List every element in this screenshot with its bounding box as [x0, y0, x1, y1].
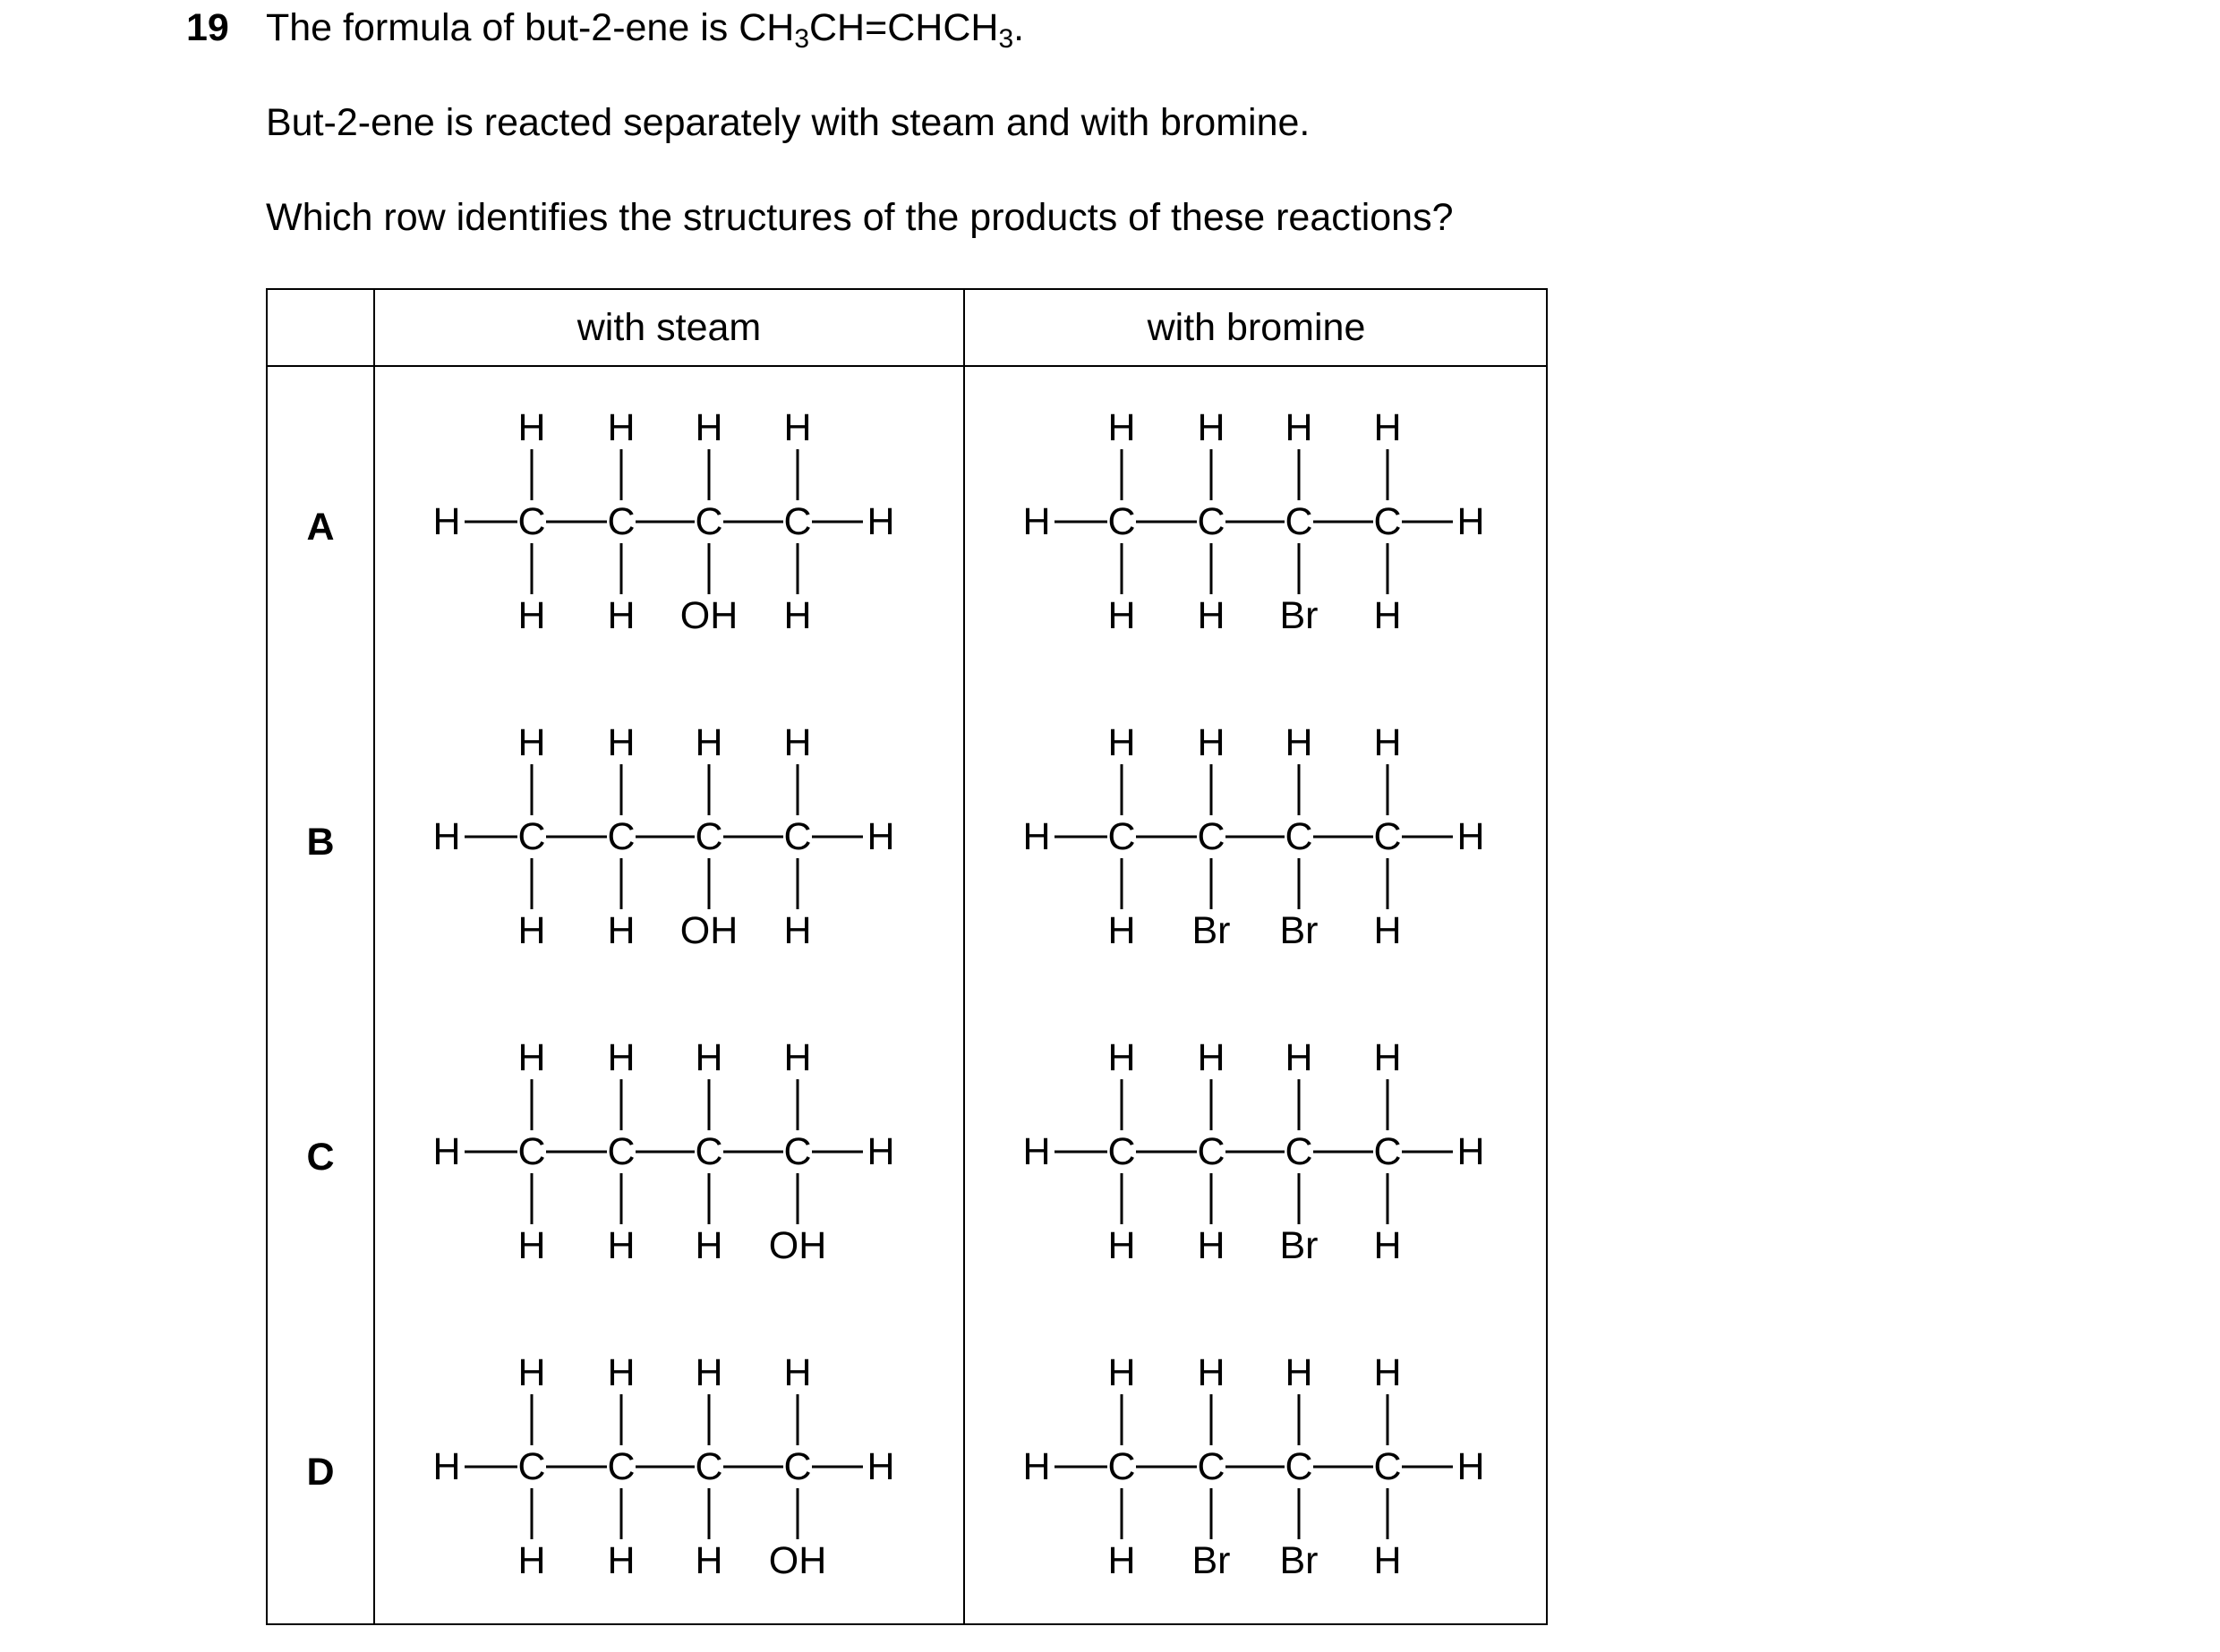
bottom-substituent-1: H: [1107, 1539, 1136, 1582]
top-substituent-2: H: [1197, 406, 1225, 449]
top-substituent-2: H: [1197, 1351, 1225, 1394]
top-substituent-3: H: [1285, 1351, 1313, 1394]
carbon-atom-3: C: [1285, 1445, 1313, 1488]
table-divider-header-row: [268, 365, 1546, 367]
bottom-substituent-2: H: [1197, 1224, 1225, 1267]
carbon-atom-4: C: [1373, 815, 1402, 858]
carbon-atom-3: C: [1285, 815, 1313, 858]
carbon-atom-2: C: [607, 815, 636, 858]
terminal-hydrogen-left: H: [1022, 500, 1051, 543]
top-substituent-1: H: [517, 721, 546, 764]
top-substituent-1: H: [1107, 1036, 1136, 1079]
structure-bromine-c: [965, 1022, 1548, 1282]
carbon-atom-1: C: [517, 500, 546, 543]
carbon-atom-1: C: [517, 815, 546, 858]
carbon-atom-4: C: [783, 1130, 812, 1173]
bottom-substituent-2: Br: [1191, 909, 1231, 952]
bottom-substituent-1: H: [1107, 1224, 1136, 1267]
terminal-hydrogen-left: H: [1022, 1445, 1051, 1488]
top-substituent-1: H: [1107, 406, 1136, 449]
carbon-atom-3: C: [695, 500, 723, 543]
carbon-atom-3: C: [695, 815, 723, 858]
terminal-hydrogen-right: H: [1456, 1445, 1485, 1488]
top-substituent-2: H: [607, 406, 636, 449]
terminal-hydrogen-right: H: [867, 1130, 895, 1173]
top-substituent-2: H: [607, 721, 636, 764]
row-label-a: A: [306, 506, 335, 549]
bottom-substituent-2: H: [607, 909, 636, 952]
carbon-atom-2: C: [607, 500, 636, 543]
bottom-substituent-1: H: [517, 1539, 546, 1582]
top-substituent-4: H: [783, 406, 812, 449]
top-substituent-2: H: [607, 1036, 636, 1079]
carbon-atom-1: C: [1107, 500, 1136, 543]
carbon-atom-4: C: [783, 815, 812, 858]
structure-steam-c: [375, 1022, 963, 1282]
structure-steam-d: [375, 1337, 963, 1597]
bottom-substituent-1: H: [1107, 909, 1136, 952]
bottom-substituent-4: OH: [768, 1224, 827, 1267]
carbon-atom-4: C: [1373, 1130, 1402, 1173]
carbon-atom-3: C: [1285, 1130, 1313, 1173]
question-number: 19: [186, 6, 229, 49]
carbon-atom-4: C: [783, 500, 812, 543]
terminal-hydrogen-right: H: [867, 1445, 895, 1488]
top-substituent-4: H: [783, 1036, 812, 1079]
carbon-atom-3: C: [1285, 500, 1313, 543]
terminal-hydrogen-left: H: [1022, 815, 1051, 858]
structure-bromine-d: [965, 1337, 1548, 1597]
terminal-hydrogen-right: H: [1456, 815, 1485, 858]
top-substituent-4: H: [783, 721, 812, 764]
top-substituent-1: H: [517, 1036, 546, 1079]
top-substituent-1: H: [517, 406, 546, 449]
terminal-hydrogen-left: H: [432, 500, 461, 543]
bottom-substituent-1: H: [1107, 594, 1136, 637]
top-substituent-1: H: [1107, 1351, 1136, 1394]
terminal-hydrogen-right: H: [867, 815, 895, 858]
structure-bromine-b: [965, 707, 1548, 967]
bottom-substituent-4: H: [1373, 909, 1402, 952]
top-substituent-4: H: [1373, 406, 1402, 449]
row-label-b: B: [306, 821, 335, 864]
terminal-hydrogen-left: H: [1022, 1130, 1051, 1173]
bottom-substituent-2: H: [607, 594, 636, 637]
carbon-atom-2: C: [607, 1130, 636, 1173]
top-substituent-2: H: [607, 1351, 636, 1394]
question-formula-line: [266, 5, 1025, 54]
top-substituent-2: H: [1197, 1036, 1225, 1079]
top-substituent-4: H: [1373, 721, 1402, 764]
carbon-atom-2: C: [607, 1445, 636, 1488]
bottom-substituent-3: Br: [1279, 1224, 1319, 1267]
structure-steam-a: [375, 392, 963, 651]
carbon-atom-4: C: [1373, 500, 1402, 543]
bottom-substituent-3: H: [695, 1224, 723, 1267]
question-prompt: Which row identifies the structures of the products of these reactions?: [266, 196, 1454, 239]
carbon-atom-3: C: [695, 1130, 723, 1173]
row-label-c: C: [306, 1136, 335, 1179]
bottom-substituent-4: H: [1373, 594, 1402, 637]
column-header-with-bromine: with bromine: [1147, 306, 1366, 349]
formula-text-end: .: [1013, 6, 1025, 49]
top-substituent-3: H: [1285, 721, 1313, 764]
bottom-substituent-2: Br: [1191, 1539, 1231, 1582]
terminal-hydrogen-right: H: [1456, 1130, 1485, 1173]
top-substituent-3: H: [695, 1036, 723, 1079]
top-substituent-1: H: [1107, 721, 1136, 764]
bottom-substituent-4: OH: [768, 1539, 827, 1582]
bottom-substituent-1: H: [517, 1224, 546, 1267]
bottom-substituent-2: H: [607, 1224, 636, 1267]
bottom-substituent-1: H: [517, 909, 546, 952]
row-label-d: D: [306, 1451, 335, 1494]
carbon-atom-3: C: [695, 1445, 723, 1488]
carbon-atom-1: C: [1107, 1130, 1136, 1173]
bottom-substituent-3: Br: [1279, 909, 1319, 952]
carbon-atom-4: C: [1373, 1445, 1402, 1488]
carbon-atom-1: C: [517, 1130, 546, 1173]
question-reaction-statement: But-2-ene is reacted separately with steam and with bromine.: [266, 101, 1311, 144]
carbon-atom-2: C: [1197, 1130, 1225, 1173]
top-substituent-4: H: [783, 1351, 812, 1394]
formula-text-middle: CH=CHCH: [809, 6, 999, 49]
structure-bromine-a: [965, 392, 1548, 651]
top-substituent-3: H: [695, 721, 723, 764]
bottom-substituent-2: H: [1197, 594, 1225, 637]
structure-steam-b: [375, 707, 963, 967]
carbon-atom-1: C: [517, 1445, 546, 1488]
formula-subscript-1: 3: [794, 24, 809, 54]
bottom-substituent-1: H: [517, 594, 546, 637]
terminal-hydrogen-right: H: [1456, 500, 1485, 543]
carbon-atom-2: C: [1197, 1445, 1225, 1488]
terminal-hydrogen-right: H: [867, 500, 895, 543]
top-substituent-3: H: [695, 1351, 723, 1394]
top-substituent-4: H: [1373, 1036, 1402, 1079]
column-header-with-steam: with steam: [576, 306, 762, 349]
bottom-substituent-2: H: [607, 1539, 636, 1582]
terminal-hydrogen-left: H: [432, 1130, 461, 1173]
bottom-substituent-4: H: [1373, 1539, 1402, 1582]
bottom-substituent-4: H: [783, 594, 812, 637]
formula-subscript-2: 3: [998, 24, 1014, 54]
carbon-atom-2: C: [1197, 815, 1225, 858]
formula-text-start: The formula of but-2-ene is CH: [266, 6, 795, 49]
top-substituent-3: H: [695, 406, 723, 449]
bottom-substituent-3: OH: [679, 909, 739, 952]
bottom-substituent-4: H: [783, 909, 812, 952]
bottom-substituent-3: Br: [1279, 1539, 1319, 1582]
carbon-atom-1: C: [1107, 1445, 1136, 1488]
top-substituent-3: H: [1285, 1036, 1313, 1079]
top-substituent-1: H: [517, 1351, 546, 1394]
answer-options-table: [266, 288, 1548, 1625]
carbon-atom-1: C: [1107, 815, 1136, 858]
carbon-atom-2: C: [1197, 500, 1225, 543]
top-substituent-2: H: [1197, 721, 1225, 764]
terminal-hydrogen-left: H: [432, 815, 461, 858]
bottom-substituent-3: H: [695, 1539, 723, 1582]
terminal-hydrogen-left: H: [432, 1445, 461, 1488]
top-substituent-4: H: [1373, 1351, 1402, 1394]
bottom-substituent-3: Br: [1279, 594, 1319, 637]
bottom-substituent-4: H: [1373, 1224, 1402, 1267]
bottom-substituent-3: OH: [679, 594, 739, 637]
top-substituent-3: H: [1285, 406, 1313, 449]
carbon-atom-4: C: [783, 1445, 812, 1488]
